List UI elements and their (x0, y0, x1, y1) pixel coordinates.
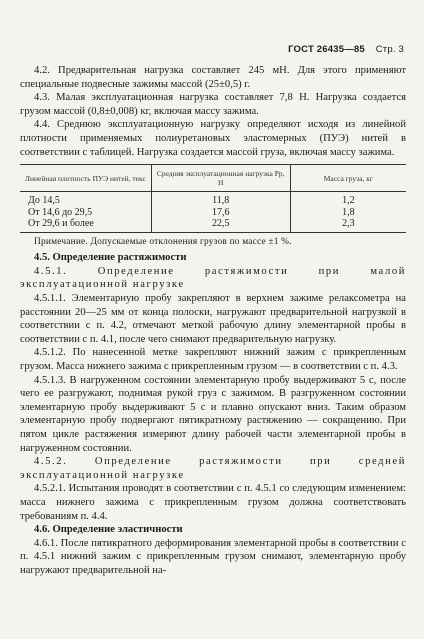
document-body (20, 64, 406, 578)
paragraph-4-3: 4.3. Малая эксплуатационная нагрузка составляет 7,8 Н. Нагрузка создается грузом массой (0,8±0,008) кг, включая массу зажима. (20, 92, 406, 117)
section-4-5-2-heading: 4.5.2. Определение растяжимости при средней эксплуатационной нагрузке (20, 456, 406, 481)
paragraph-4-5-1-1: 4.5.1.1. Элементарную пробу закрепляют в верхнем зажиме релаксометра на расстоянии 20—25 мм от конца полоски, нагружают предварительной нагрузкой в соответствии с п. 4.2, отмечают меткой рабочую длину элементарной пробы в соответствии с п. 4.1, после чего снимают предварительную нагрузку. (20, 293, 406, 345)
table-row (20, 192, 406, 207)
paragraph-4-2: 4.2. Предварительная нагрузка составляет 245 мН. Для этого применяют специальные подвесные зажимы массой (25±0,5) г. (20, 65, 406, 90)
table-cell: 2,3 (290, 218, 406, 232)
gost-number: ГОСТ 26435—85 (288, 44, 365, 55)
paragraph-4-5-2-1: 4.5.2.1. Испытания проводят в соответствии с п. 4.5.1 со следующим изменением: масса нижнего зажима с прикрепленным грузом должна соответствовать требованиям п. 4.4. (20, 483, 406, 522)
table-cell: От 14,6 до 29,5 (28, 206, 93, 218)
table-cell: До 14,5 (28, 195, 60, 207)
table-header-load: Средняя эксплуатационная нагрузка Рр, Н (151, 165, 290, 192)
section-4-6-heading: 4.6. Определение эластичности (34, 524, 183, 536)
table-header-density: Линейная плотность ПУЭ нитей, текс (20, 165, 151, 192)
table-cell: 11,8 (151, 192, 290, 207)
paragraph-4-6-1: 4.6.1. После пятикратного деформирования элементарной пробы в соответствии с п. 4.5.1 нижний зажим с прикрепленным грузом снимают, элементарную пробу нагружают предварительной на- (20, 537, 406, 576)
paragraph-4-5-1-2: 4.5.1.2. По нанесенной метке закрепляют нижний зажим с прикрепленным грузом. Масса нижнего зажима с прикрепленным грузом — в соответствии с п. 4.3. (20, 347, 406, 372)
table-cell: 1,2 (290, 192, 406, 207)
table-note: Примечание. Допускаемые отклонения грузов по массе ±1 %. (34, 236, 292, 247)
table-cell: 1,8 (290, 207, 406, 219)
table-header-mass: Масса груза, кг (290, 165, 406, 192)
section-4-5-heading: 4.5. Определение растяжимости (34, 252, 187, 264)
page-number: Стр. 3 (375, 44, 404, 55)
paragraph-4-4: 4.4. Среднюю эксплуатационную нагрузку определяют исходя из линейной плотности применяемых полиуретановых эластомерных (ПУЭ) нитей в соответствии с таблицей. Нагрузка создается массой груза, включая массу зажима. (20, 119, 406, 158)
paragraph-4-5-1-3: 4.5.1.3. В нагруженном состоянии элементарную пробу выдерживают 5 с, после чего ее разгружают, поднимая рукой груз с зажимом. В разгруженном состоянии элементарную пробу выдерживают 5 с и плавно опускают вниз. Таким образом элементарную пробу подвергают пятикратному растяжению — сокращению. При пятом цикле растяжения измеряют длину рабочей части элементарной пробы в нагруженном состоянии. (20, 374, 406, 454)
page-header (288, 44, 404, 55)
table-row (20, 218, 406, 232)
table-row (20, 207, 406, 219)
table-cell: 22,5 (151, 218, 290, 232)
load-table (20, 164, 406, 233)
table-cell: 17,6 (151, 207, 290, 219)
table-cell: От 29,6 и более (20, 218, 151, 232)
section-4-5-1-heading: 4.5.1. Определение растяжимости при малой эксплуатационной нагрузке (20, 265, 406, 291)
